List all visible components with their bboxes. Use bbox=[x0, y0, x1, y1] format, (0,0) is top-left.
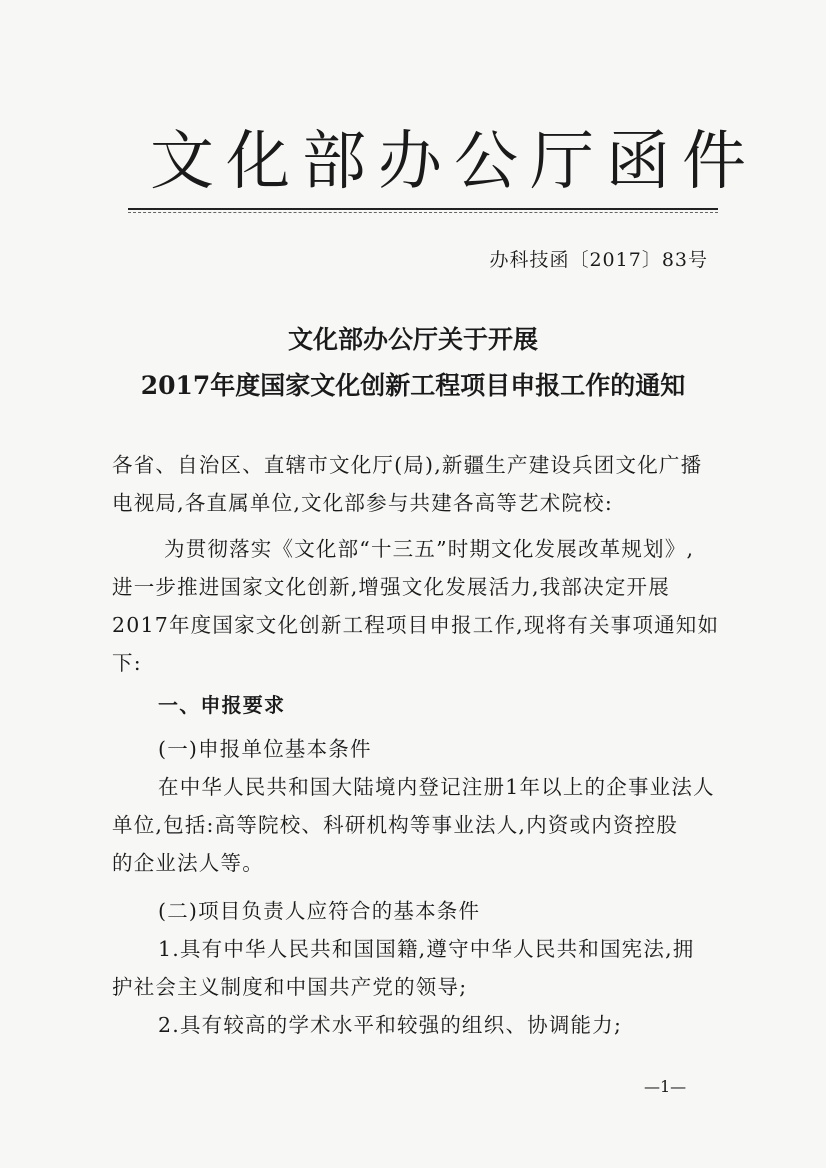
subsection-2-item-2: 2.具有较高的学术水平和较强的组织、协调能力; bbox=[158, 1013, 623, 1037]
subsection-2-heading: (二)项目负责人应符合的基本条件 bbox=[158, 899, 481, 923]
intro-paragraph bbox=[112, 530, 720, 682]
subsection-1-heading: (一)申报单位基本条件 bbox=[158, 737, 372, 761]
intro-line-4: 下: bbox=[112, 651, 142, 675]
intro-line-1: 为贯彻落实《文化部“十三五”时期文化发展改革规划》, bbox=[164, 537, 695, 561]
section-1-heading: 一、申报要求 bbox=[158, 693, 286, 717]
document-number: 办科技函〔2017〕83号 bbox=[489, 249, 708, 271]
recipients-line-1: 各省、自治区、直辖市文化厅(局),新疆生产建设兵团文化广播 bbox=[112, 453, 703, 477]
subsection-2-item-1-line-2: 护社会主义制度和中国共产党的领导; bbox=[112, 975, 468, 999]
subsection-1-block bbox=[112, 730, 715, 882]
subsection-2-item-1-line-1: 1.具有中华人民共和国国籍,遵守中华人民共和国宪法,拥 bbox=[158, 937, 695, 961]
document-title-line-1: 文化部办公厅关于开展 bbox=[287, 325, 538, 354]
letterhead-title: 文化部办公厅函件 bbox=[150, 125, 758, 199]
recipients-block bbox=[112, 446, 712, 522]
subsection-1-line-3: 的企业法人等。 bbox=[112, 851, 264, 875]
page-number: —1— bbox=[644, 1077, 687, 1096]
section-1-heading-block bbox=[112, 686, 712, 724]
subsection-1-line-2: 单位,包括:高等院校、科研机构等事业法人,内资或内资控股 bbox=[112, 813, 679, 837]
subsection-1-line-1: 在中华人民共和国大陆境内登记注册1年以上的企事业法人 bbox=[158, 775, 715, 799]
intro-line-2: 进一步推进国家文化创新,增强文化发展活力,我部决定开展 bbox=[112, 575, 670, 599]
intro-line-3: 2017年度国家文化创新工程项目申报工作,现将有关事项通知如 bbox=[112, 613, 720, 637]
letterhead-divider-secondary bbox=[128, 212, 718, 213]
document-title-line-2: 2017年度国家文化创新工程项目申报工作的通知 bbox=[140, 371, 686, 400]
subsection-2-block bbox=[112, 892, 712, 1044]
letterhead-divider bbox=[128, 208, 718, 210]
recipients-line-2: 电视局,各直属单位,文化部参与共建各高等艺术院校: bbox=[112, 491, 613, 515]
